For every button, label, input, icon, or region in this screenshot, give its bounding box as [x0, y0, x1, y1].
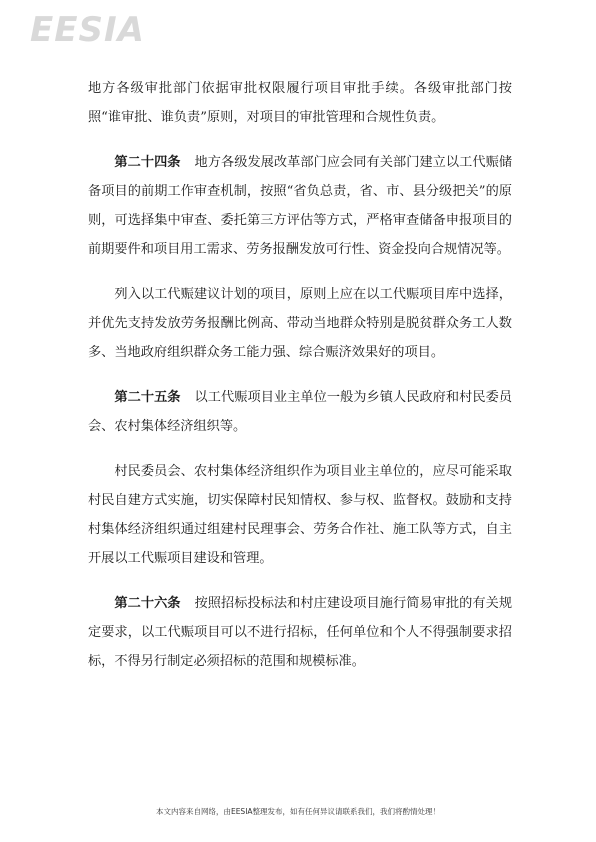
paragraph-text: 地方各级发展改革部门应会同有关部门建立以工代赈储备项目的前期工作审查机制，按照“省负总责，省、市、县分级把关”的原则，可选择集中审查、委托第三方评估等方式，严格审查储备申报项目的前期要件和项目用工需求、劳务报酬发放可行性、资金投向合规情况等。: [88, 155, 513, 257]
paragraph-text: 列入以工代赈建议计划的项目，原则上应在以工代赈项目库中选择，并优先支持发放劳务报酬比例高、带动当地群众特别是脱贫群众务工人数多、当地政府组织群众务工能力强、综合赈济效果好的项目。: [88, 287, 512, 360]
footer-disclaimer: 本文内容来自网络，由EESIA整理发布，如有任何异议请联系我们，我们将酌情处理！: [155, 807, 441, 816]
eesia-logo: EESIA: [30, 10, 145, 50]
paragraph-text: 村民委员会、农村集体经济组织作为项目业主单位的，应尽可能采取村民自建方式实施，切实保障村民知情权、参与权、监督权。鼓励和支持村集体经济组织通过组建村民理事会、劳务合作社、施工队等方式，自主开展以工代赈项目建设和管理。: [88, 464, 512, 566]
paragraph-5: [88, 457, 512, 573]
paragraph-3: [88, 280, 512, 367]
paragraph-text: 地方各级审批部门依据审批权限履行项目审批手续。各级审批部门按照“谁审批、谁负责”原则，对项目的审批管理和合规性负责。: [88, 81, 512, 125]
article-number: 第二十四条: [114, 155, 181, 170]
paragraph-article-26: [88, 589, 512, 676]
paragraph-article-24: [88, 148, 512, 264]
paragraph-article-25: [88, 383, 512, 441]
paragraph-1: [88, 74, 512, 132]
article-number: 第二十六条: [114, 596, 181, 611]
document-body: [88, 74, 512, 692]
paragraph-text: 以工代赈项目业主单位一般为乡镇人民政府和村民委员会、农村集体经济组织等。: [88, 390, 513, 434]
article-number: 第二十五条: [114, 390, 181, 405]
paragraph-text: 按照招标投标法和村庄建设项目施行简易审批的有关规定要求，以工代赈项目可以不进行招标，任何单位和个人不得强制要求招标，不得另行制定必须招标的范围和规模标准。: [88, 596, 513, 669]
